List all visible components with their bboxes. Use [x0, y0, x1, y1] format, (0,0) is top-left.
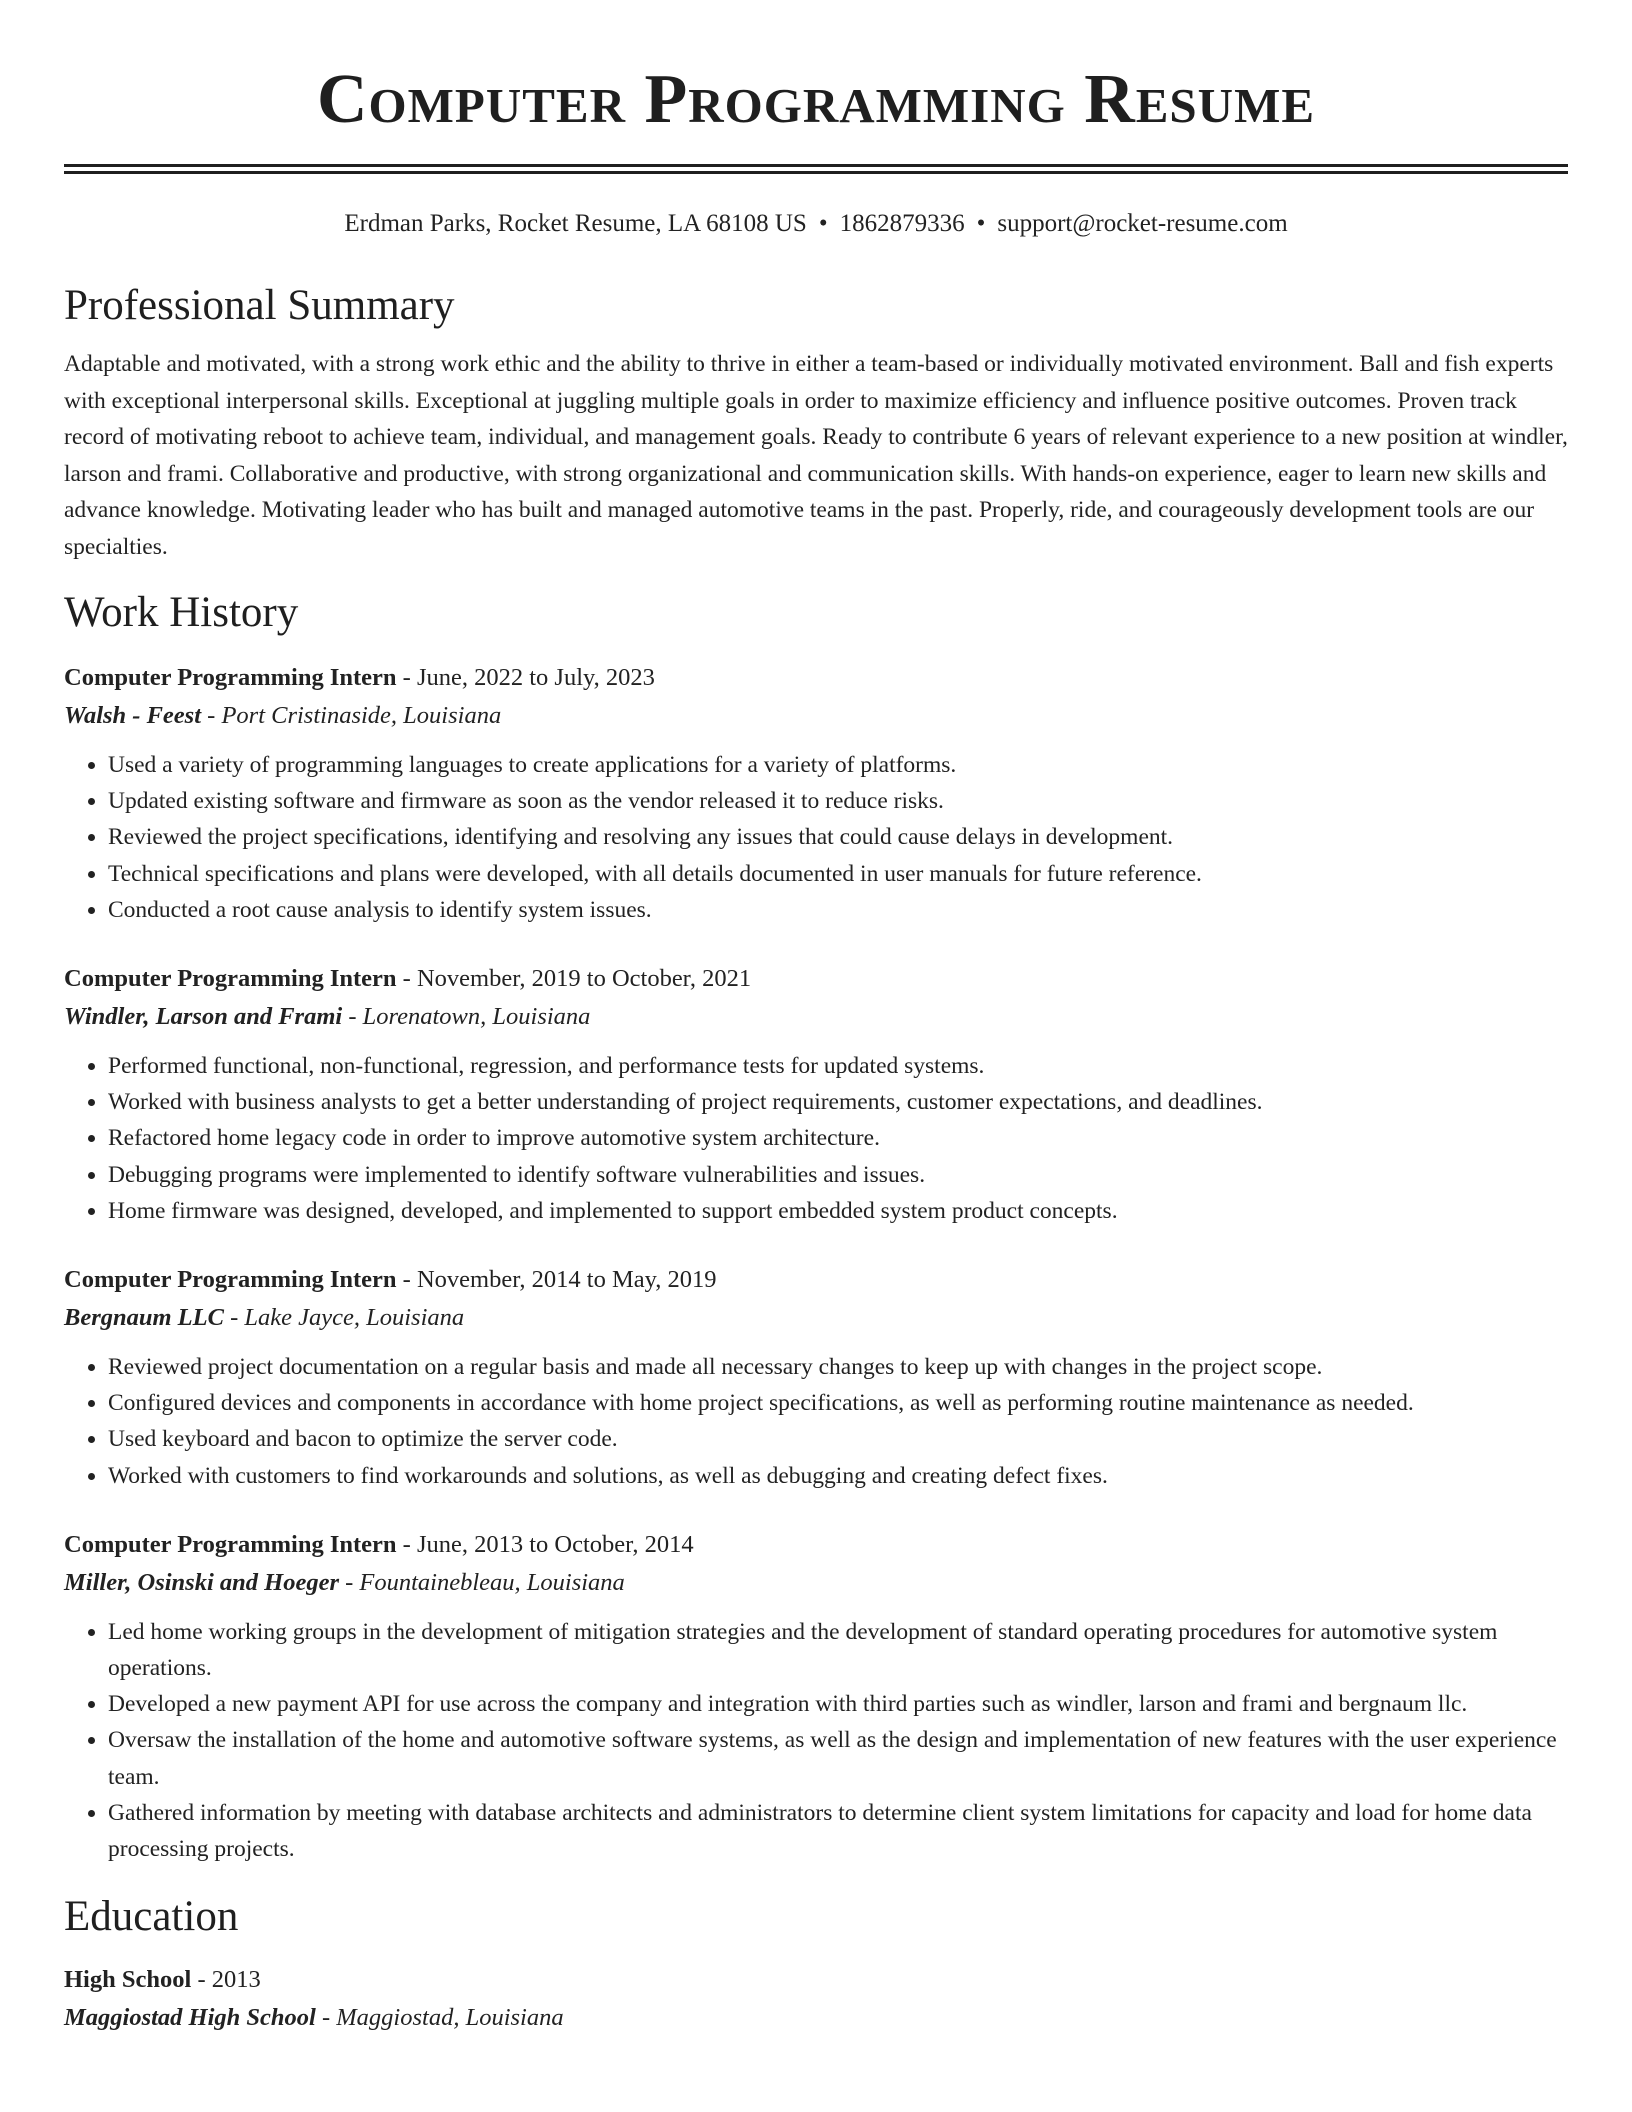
- job-title-line: [64, 659, 1568, 697]
- job-bullet: • Used keyboard and bacon to optimize the server code.: [108, 1421, 1568, 1457]
- job-bullet: • Worked with business analysts to get a better understanding of project requirements, customer expectations, and deadlines.: [108, 1084, 1568, 1120]
- job-bullet: • Used a variety of programming languages to create applications for a variety of platforms.: [108, 747, 1568, 783]
- education-entry: [64, 1961, 1568, 2037]
- job-company-line: [64, 998, 1568, 1036]
- job-bullet: • Debugging programs were implemented to identify software vulnerabilities and issues.: [108, 1157, 1568, 1193]
- job-dates: - June, 2013 to October, 2014: [396, 1530, 694, 1558]
- job-title-line: [64, 1261, 1568, 1299]
- job-location: - Port Cristinaside, Louisiana: [201, 702, 502, 729]
- job-location: - Fountainebleau, Louisiana: [338, 1568, 625, 1596]
- job-dates: - November, 2019 to October, 2021: [396, 965, 752, 993]
- title-divider: [64, 164, 1568, 174]
- job-company-line: [64, 1564, 1568, 1602]
- job-bullet: • Led home working groups in the development of mitigation strategies and the development of standard operating procedures for automotive system operations.: [108, 1614, 1568, 1686]
- job-bullet: • Technical specifications and plans were developed, with all details documented in user manuals for future reference.: [108, 856, 1568, 892]
- job-company-line: [64, 697, 1568, 735]
- job-company: Miller, Osinski and Hoeger: [64, 1568, 339, 1596]
- job-dates: - June, 2022 to July, 2023: [396, 664, 655, 691]
- contact-email: support@rocket-resume.com: [997, 210, 1288, 237]
- contact-phone: 1862879336: [839, 210, 965, 237]
- summary-text: Adaptable and motivated, with a strong work ethic and the ability to thrive in either a team-based or individually motivated environment. Ball and fish experts with exceptional interpersonal skills. Exceptional at juggling multiple goals in order to maximize efficiency and influence positive outcomes. Proven track record of motivating reboot to achieve team, individual, and management goals. Ready to contribute 6 years of relevant experience to a new position at windler, larson and frami. Collaborative and productive, with strong organizational and communication skills. With hands-on experience, eager to learn new skills and advance knowledge. Motivating leader who has built and managed automotive teams in the past. Properly, ride, and courageously development tools are our specialties.: [64, 351, 1568, 560]
- education-school: Maggiostad High School: [64, 2004, 316, 2032]
- job-bullets: [64, 1614, 1568, 1867]
- job-location: - Lorenatown, Louisiana: [342, 1003, 591, 1031]
- job-company: Windler, Larson and Frami: [64, 1003, 343, 1031]
- education-school-line: [64, 1999, 1568, 2037]
- education-year: - 2013: [191, 1966, 261, 1994]
- job-entry: [64, 659, 1568, 928]
- job-bullet: • Configured devices and components in accordance with home project specifications, as well as performing routine maintenance as needed.: [108, 1385, 1568, 1421]
- job-bullet: • Refactored home legacy code in order to improve automotive system architecture.: [108, 1120, 1568, 1156]
- contact-address: Erdman Parks, Rocket Resume, LA 68108 US: [344, 210, 807, 237]
- job-bullet: • Home firmware was designed, developed, and implemented to support embedded system product concepts.: [108, 1193, 1568, 1229]
- education-degree: High School: [64, 1966, 192, 1994]
- job-bullets: [64, 747, 1568, 928]
- job-entry: [64, 960, 1568, 1229]
- job-location: - Lake Jayce, Louisiana: [223, 1304, 465, 1332]
- job-title-line: [64, 1526, 1568, 1564]
- job-bullet: • Performed functional, non-functional, regression, and performance tests for updated systems.: [108, 1048, 1568, 1084]
- job-bullet: • Reviewed the project specifications, identifying and resolving any issues that could cause delays in development.: [108, 819, 1568, 855]
- education-degree-line: [64, 1961, 1568, 1999]
- job-entry: [64, 1526, 1568, 1867]
- resume-title: Computer Programming Resume: [317, 61, 1315, 138]
- contact-line: [64, 208, 1568, 240]
- job-bullet: • Reviewed project documentation on a regular basis and made all necessary changes to keep up with changes in the project scope.: [108, 1349, 1568, 1385]
- job-bullets: [64, 1048, 1568, 1229]
- job-company: Walsh - Feest: [64, 702, 202, 729]
- job-bullet: • Developed a new payment API for use across the company and integration with third parties such as windler, larson and frami and bergnaum llc.: [108, 1686, 1568, 1722]
- job-dates: - November, 2014 to May, 2019: [396, 1266, 717, 1294]
- contact-separator: •: [818, 210, 828, 237]
- job-bullet: • Worked with customers to find workarounds and solutions, as well as debugging and creating defect fixes.: [108, 1458, 1568, 1494]
- contact-separator: •: [976, 210, 986, 237]
- job-entry: [64, 1261, 1568, 1494]
- education-heading: Education: [64, 1893, 239, 1941]
- job-bullet: • Conducted a root cause analysis to identify system issues.: [108, 892, 1568, 928]
- job-title: Computer Programming Intern: [64, 1266, 397, 1294]
- job-bullet: • Gathered information by meeting with database architects and administrators to determine client system limitations for capacity and load for home data processing projects.: [108, 1795, 1568, 1867]
- job-bullets: [64, 1349, 1568, 1494]
- job-title: Computer Programming Intern: [64, 1530, 397, 1558]
- job-company: Bergnaum LLC: [64, 1304, 224, 1332]
- work-history-heading: Work History: [64, 589, 299, 636]
- job-company-line: [64, 1299, 1568, 1337]
- job-bullet: • Updated existing software and firmware as soon as the vendor released it to reduce risks.: [108, 783, 1568, 819]
- job-title: Computer Programming Intern: [64, 965, 397, 993]
- job-bullet: • Oversaw the installation of the home and automotive software systems, as well as the design and implementation of new features with the user experience team.: [108, 1722, 1568, 1794]
- education-location: - Maggiostad, Louisiana: [315, 2004, 564, 2032]
- job-title: Computer Programming Intern: [64, 664, 397, 691]
- job-title-line: [64, 960, 1568, 998]
- summary-heading: Professional Summary: [64, 282, 455, 329]
